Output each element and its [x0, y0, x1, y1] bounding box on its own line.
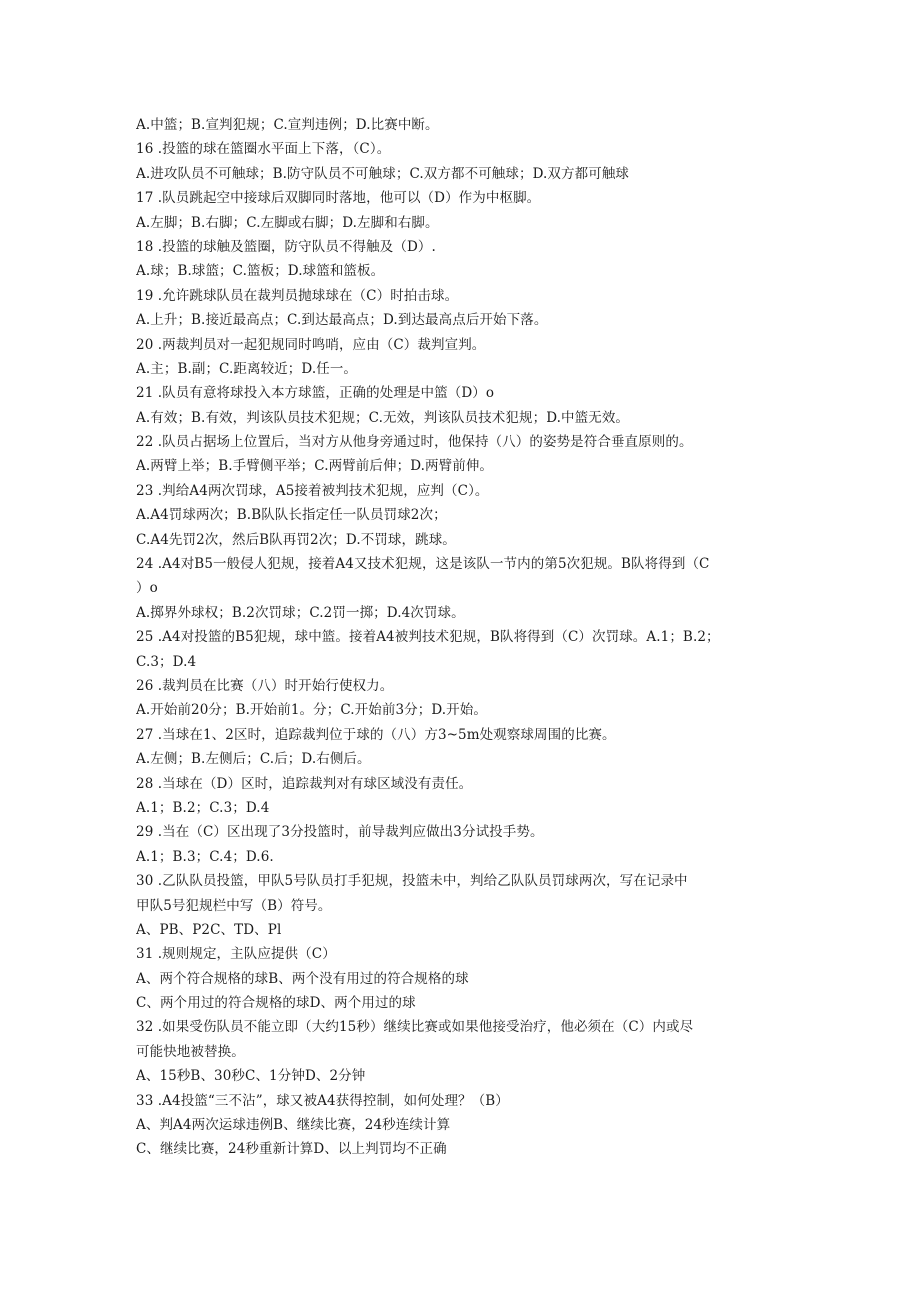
question-text-block [136, 113, 786, 1162]
text-line: A.两臂上举；B.手臂侧平举；C.两臂前后伸；D.两臂前伸。 [136, 458, 494, 475]
text-line: 18 .投篮的球触及篮圈，防守队员不得触及（D）. [136, 238, 436, 255]
text-line: A.1；B.2；C.3；D.4 [136, 799, 270, 816]
text-line: 30 .乙队队员投篮，甲队5号队员打手犯规，投篮未中，判给乙队队员罚球两次，写在记录中 [136, 873, 688, 890]
text-line: C、继续比赛，24秒重新计算D、以上判罚均不正确 [136, 1141, 447, 1158]
text-line: 19 .允许跳球队员在裁判员抛球球在（C）时拍击球。 [136, 287, 459, 304]
text-line: 24 .A4对B5一般侵人犯规，接着A4又技术犯规，这是该队一节内的第5次犯规。B队将得到（C [136, 556, 710, 573]
text-line: A.掷界外球权；B.2次罚球；C.2罚一掷；D.4次罚球。 [136, 604, 465, 621]
text-line: A.球；B.球篮；C.篮板；D.球篮和篮板。 [136, 263, 385, 280]
text-line: 可能快地被替换。 [136, 1043, 245, 1060]
text-line: A.左脚；B.右脚；C.左脚或右脚；D.左脚和右脚。 [136, 214, 439, 231]
text-line: A.主；B.副；C.距离较近；D.任一。 [136, 360, 358, 377]
text-line: 甲队5号犯规栏中写（B）符号。 [136, 897, 332, 914]
text-line: A.上升；B.接近最高点；C.到达最高点；D.到达最高点后开始下落。 [136, 312, 548, 329]
text-line: A、判A4两次运球违例B、继续比赛，24秒连续计算 [136, 1117, 451, 1134]
text-line: 31 .规则规定，主队应提供（C） [136, 946, 336, 963]
text-line: 16 .投篮的球在篮圈水平面上下落，（C）。 [136, 141, 391, 158]
text-line: 21 .队员有意将球投入本方球篮，正确的处理是中篮（D）o [136, 385, 495, 402]
text-line: C.3；D.4 [136, 653, 197, 670]
text-line: 17 .队员跳起空中接球后双脚同时落地，他可以（D）作为中枢脚。 [136, 190, 541, 207]
text-line: A、15秒B、30秒C、1分钟D、2分钟 [136, 1068, 366, 1085]
text-line: C.A4先罚2次，然后B队再罚2次；D.不罚球，跳球。 [136, 531, 456, 548]
text-line: A.进攻队员不可触球；B.防守队员不可触球；C.双方都不可触球；D.双方都可触球 [136, 165, 630, 182]
text-line: 22 .队员占据场上位置后，当对方从他身旁通过时，他保持（八）的姿势是符合垂直原则的。 [136, 434, 693, 451]
text-line: 23 .判给A4两次罚球，A5接着被判技术犯规，应判（C）。 [136, 482, 489, 499]
text-line: A.开始前20分；B.开始前1。分；C.开始前3分；D.开始。 [136, 702, 487, 719]
text-line: ）o [136, 580, 158, 597]
text-line: 32 .如果受伤队员不能立即（大约15秒）继续比赛或如果他接受治疗，他必须在（C）内或尽 [136, 1019, 694, 1036]
text-line: A.A4罚球两次；B.B队队长指定任一队员罚球2次； [136, 507, 447, 524]
text-line: A、PB、P2C、TD、Pl [136, 921, 282, 938]
text-line: A.左侧；B.左侧后；C.后；D.右侧后。 [136, 751, 371, 768]
text-line: 29 .当在（C）区出现了3分投篮时，前导裁判应做出3分试投手势。 [136, 824, 544, 841]
text-line: 33 .A4投篮“三不沾”，球又被A4获得控制，如何处理？（B） [136, 1092, 509, 1109]
text-line: A.1；B.3；C.4；D.6. [136, 848, 274, 865]
text-line: 25 .A4对投篮的B5犯规，球中篮。接着A4被判技术犯规，B队将得到（C）次罚球。A.1；B.2； [136, 629, 720, 646]
text-line: C、两个用过的符合规格的球D、两个用过的球 [136, 995, 416, 1012]
text-line: A.中篮；B.宣判犯规；C.宣判违例；D.比赛中断。 [136, 117, 439, 133]
text-line: A.有效；B.有效，判该队员技术犯规；C.无效，判该队员技术犯规；D.中篮无效。 [136, 409, 630, 426]
text-line: 26 .裁判员在比赛（八）时开始行使权力。 [136, 677, 394, 694]
text-line: A、两个符合规格的球B、两个没有用过的符合规格的球 [136, 970, 469, 987]
text-line: 28 .当球在（D）区时，追踪裁判对有球区域没有责任。 [136, 775, 473, 792]
text-line: 27 .当球在1、2区时，追踪裁判位于球的（八）方3~5m处观察球周围的比赛。 [136, 726, 616, 743]
text-line: 20 .两裁判员对一起犯规同时鸣哨，应由（C）裁判宣判。 [136, 336, 486, 353]
